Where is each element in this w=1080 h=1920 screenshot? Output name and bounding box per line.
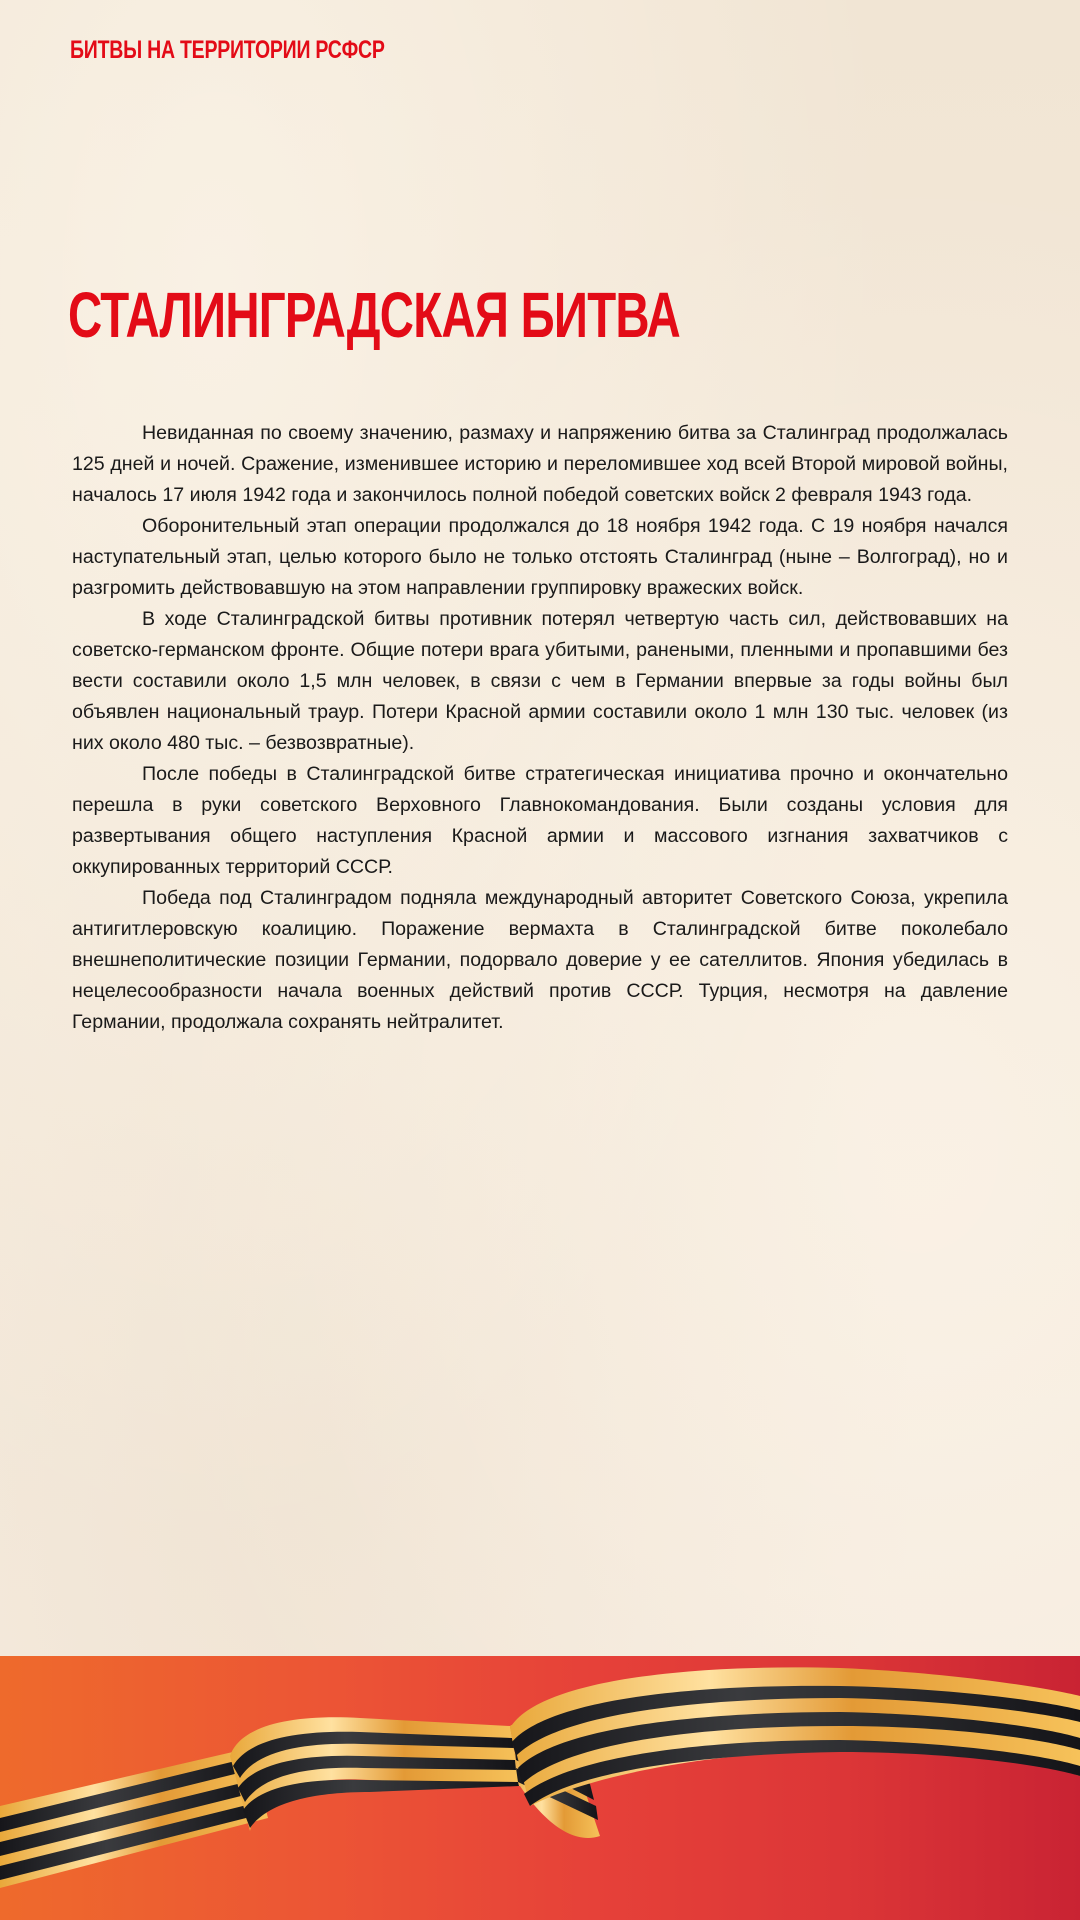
paragraph: Оборонительный этап операции продолжался до 18 ноября 1942 года. С 19 ноября начался наступательный этап, целью которого было не только отстоять Сталинград (ныне – Волгоград), но и разгромить действовавшую на этом направлении группировку вражеских войск. xyxy=(72,515,1008,599)
ribbon-arc-right xyxy=(510,1667,1080,1806)
footer-banner xyxy=(0,1656,1080,1920)
paragraph: В ходе Сталинградской битвы противник потерял четвертую часть сил, действовавших на советско-германском фронте. Общие потери врага убитыми, ранеными, пленными и пропавшими без вести составили около 1,5 млн человек, в связи с чем в Германии впервые за годы войны был объявлен национальный траур. Потери Красной армии составили около 1 млн 130 тыс. человек (из них около 480 тыс. – безвозвратные). xyxy=(72,608,1008,754)
paragraph: Победа под Сталинградом подняла международный авторитет Советского Союза, укрепила антигитлеровскую коалицию. Поражение вермахта в Сталинградской битве поколебало внешнеполитические позиции Германии, подорвало доверие у ее сателлитов. Япония убедилась в нецелесообразности начала военных действий против СССР. Турция, несмотря на давление Германии, продолжала сохранять нейтралитет. xyxy=(72,887,1008,1033)
article-body xyxy=(72,418,1008,1038)
page-title: СТАЛИНГРАДСКАЯ БИТВА xyxy=(68,279,680,351)
paragraph: Невиданная по своему значению, размаху и напряжению битва за Сталинград продолжалась 125 дней и ночей. Сражение, изменившее историю и переломившее ход всей Второй мировой войны, началось 17 июля 1942 года и закончилось полной победой советских войск 2 февраля 1943 года. xyxy=(72,422,1008,506)
ribbon-loop-left xyxy=(230,1717,520,1831)
section-label: БИТВЫ НА ТЕРРИТОРИИ РСФСР xyxy=(70,36,385,64)
st-george-ribbon-icon xyxy=(0,1656,1080,1920)
ribbon-tail xyxy=(0,1748,268,1888)
paragraph: После победы в Сталинградской битве стратегическая инициатива прочно и окончательно перешла в руки советского Верховного Главнокомандования. Были созданы условия для развертывания общего наступления Красной армии и массового изгнания захватчиков с оккупированных территорий СССР. xyxy=(72,763,1008,878)
